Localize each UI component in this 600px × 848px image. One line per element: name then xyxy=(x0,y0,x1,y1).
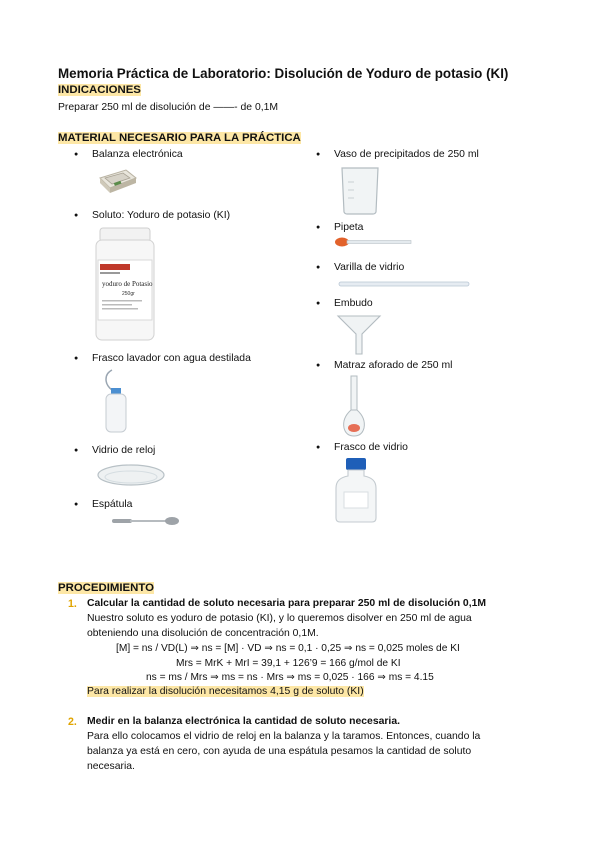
material-item-soluto: ● Soluto: Yoduro de potasio (KI) xyxy=(92,209,230,223)
watch-glass-icon xyxy=(96,462,166,490)
wash-bottle-icon xyxy=(100,368,130,434)
indicaciones-text: Preparar 250 ml de disolución de ——- de 0,1M xyxy=(58,102,279,113)
step-2-line: balanza ya está en cero, con ayuda de una espátula pesamos la cantidad de soluto xyxy=(87,746,472,757)
jar-label-text: yoduro de Potasio xyxy=(102,280,153,288)
equation-mass: ns = ms / Mrs ⇒ ms = ns · Mrs ⇒ ms = 0,025 · 166 ⇒ ms = 4.15 xyxy=(146,672,434,683)
step-1-line: obteniendo una disolución de concentración 0,1M. xyxy=(87,628,319,639)
step-1-conclusion: Para realizar la disolución necesitamos 4,15 g de soluto (KI) xyxy=(87,686,364,697)
equation-molarity: [M] = ns / VD(L) ⇒ ns = [M] · VD ⇒ ns = 0,1 · 0,25 ⇒ ns = 0,025 moles de KI xyxy=(116,643,460,654)
ki-jar-icon xyxy=(94,226,156,344)
procedimiento-heading: PROCEDIMIENTO xyxy=(58,582,154,594)
step-1-title: Calcular la cantidad de soluto necesaria para preparar 250 ml de disolución 0,1M xyxy=(87,598,487,609)
material-item-espatula: ● Espátula xyxy=(92,498,132,512)
step-2-line: Para ello colocamos el vidrio de reloj en la balanza y la taramos. Entonces, cuando la xyxy=(87,731,481,742)
material-heading: MATERIAL NECESARIO PARA LA PRÁCTICA xyxy=(58,132,301,144)
material-item-embudo: ● Embudo xyxy=(334,297,373,311)
spatula-icon xyxy=(110,514,180,528)
balance-icon xyxy=(96,164,138,196)
step-1-number: 1. xyxy=(68,598,77,610)
page-title: Memoria Práctica de Laboratorio: Disolución de Yoduro de potasio (KI) xyxy=(58,66,509,81)
pipette-icon xyxy=(334,236,414,248)
indicaciones-heading: INDICACIONES xyxy=(58,84,141,96)
jar-weight-text: 250gr xyxy=(122,291,135,297)
beaker-icon xyxy=(338,164,382,216)
step-2-line: necesaria. xyxy=(87,761,135,772)
material-item-pipeta: ● Pipeta xyxy=(334,221,363,235)
material-item-vaso: ● Vaso de precipitados de 250 ml xyxy=(334,148,479,162)
glass-bottle-icon xyxy=(334,456,378,524)
material-item-matraz: ● Matraz aforado de 250 ml xyxy=(334,359,452,373)
step-2-number: 2. xyxy=(68,716,77,728)
glass-rod-icon xyxy=(338,280,470,288)
equation-molar-mass: Mrs = MrK + MrI = 39,1 + 126’9 = 166 g/mol de KI xyxy=(176,658,401,669)
material-item-varilla: ● Varilla de vidrio xyxy=(334,261,404,275)
material-item-balanza: ● Balanza electrónica xyxy=(92,148,183,162)
step-2-title: Medir en la balanza electrónica la cantidad de soluto necesaria. xyxy=(87,716,400,727)
material-item-frasco-lavador: ● Frasco lavador con agua destilada xyxy=(92,352,251,366)
material-item-frasco-vidrio: ● Frasco de vidrio xyxy=(334,441,408,455)
material-item-vidrio-reloj: ● Vidrio de reloj xyxy=(92,444,155,458)
volumetric-flask-icon xyxy=(340,374,368,438)
step-1-line: Nuestro soluto es yoduro de potasio (KI), y lo queremos disolver en 250 ml de agua xyxy=(87,613,472,624)
funnel-icon xyxy=(336,312,382,356)
